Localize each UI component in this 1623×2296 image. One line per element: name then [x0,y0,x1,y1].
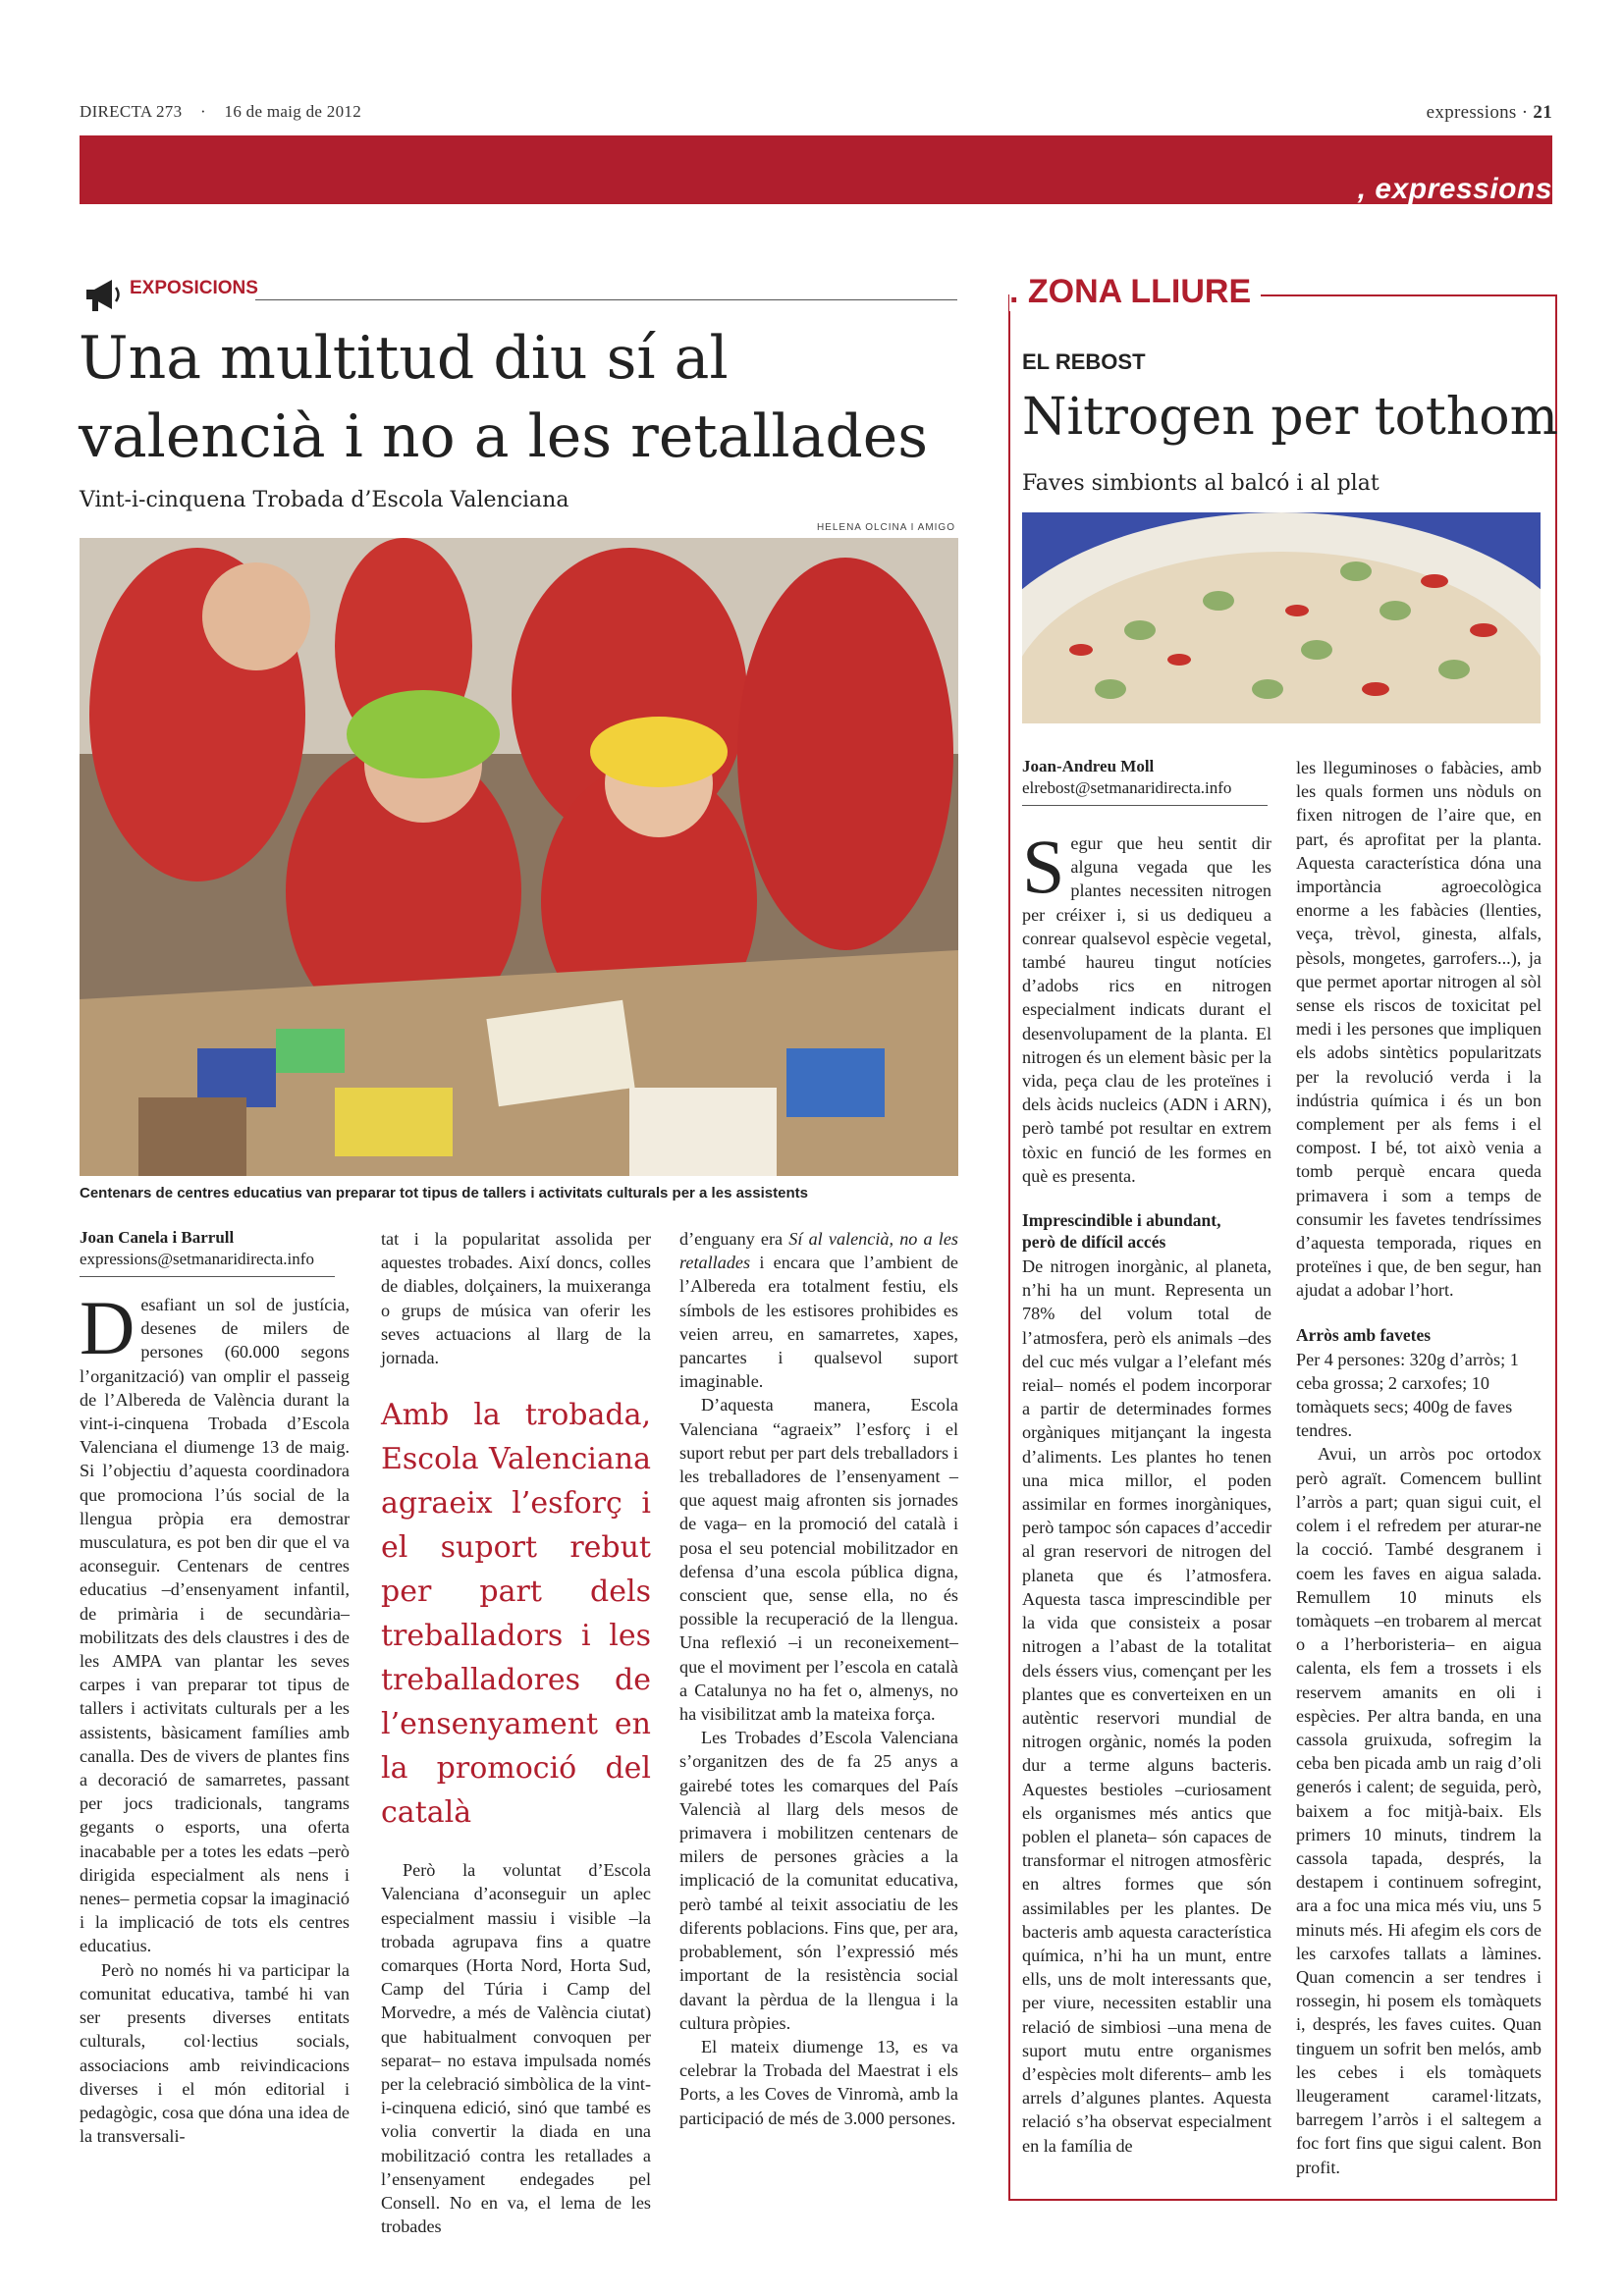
headline [79,319,962,476]
photo-caption: Centenars de centres educatius van preparar tot tipus de tallers i activitats culturals per a les assistents [80,1185,808,1201]
side-box-top-rule [1237,294,1555,296]
byline-rule [80,1276,335,1277]
header-separator: · [199,102,206,121]
header-separator-right: · [1521,102,1529,123]
side-subtitle: Faves simbionts al balcó i al plat [1022,471,1380,496]
section-page [1427,102,1552,124]
page-number: 21 [1533,102,1552,123]
side-subhead: Imprescindible i abundant, però de difícil accés [1022,1210,1221,1253]
side-category: EL REBOST [1022,349,1146,374]
headline-line1: Una multitud diu sí al [79,324,729,393]
paragraph: El mateix diumenge 13, es va celebrar la Trobada del Maestrat i els Ports, a les Coves de Vinromà, amb la participació de més de 3.000 persones. [679,2036,958,2128]
category-label: EXPOSICIONS [130,278,258,298]
pull-quote: Amb la trobada, Escola Valenciana agraeix l’esforç i el suport rebut per part dels treballadors i les treballadores de l’ensenyament en la promoció del català [381,1398,651,1831]
category-rule [255,299,957,300]
side-column-1 [1022,756,1271,2158]
paragraph: tat i la popularitat assolida per aquestes trobades. Així doncs, colles de diables, dolçainers, la muixeranga o grups de música van oferir les seves actuacions al llarg de la jornada. [381,1229,651,1368]
paragraph: Però no només hi va participar la comunitat educativa, també hi van ser presents diverses entitats culturals, col·lectius socials, associacions amb reivindicacions diverses i el món editorial i pedagògic, cosa que dóna una idea de la transversali- [80,1959,350,2147]
photo-credit: HELENA OLCINA I AMIGO [816,522,955,533]
author-byline [80,1227,350,1270]
subtitle: Vint-i-cinquena Trobada d’Escola Valenciana [80,488,569,512]
side-byline-rule [1022,805,1268,806]
side-headline: Nitrogen per tothom [1022,388,1558,447]
main-column-1 [80,1227,350,2148]
author-email: expressions@setmanaridirecta.info [80,1250,314,1268]
recipe-body: Avui, un arròs poc ortodox però agraït. Comencem bullint l’arròs a part; quan sigui cuit, el colem i el refredem per aturar-ne la cocció. També desgranem i coem les faves en aigua salada. Remullem 10 minuts els tomàquets –en trobarem al mercat o a l’herboristeria– en aigua calenta, els fem a trossets i els reservem amanits en oli i espècies. Per altra banda, en una cassola gruixuda, sofregim la ceba ben picada amb un raig d’oli generós i calent; de seguida, però, baixem a foc mitjà-baix. Els primers 10 minuts, tindrem la cassola tapada, després, la destapem i continuem sofregint, ara a foc una mica més viu, uns 5 minuts més. Hi afegim els cors de les carxofes tallats a làmines. Quan comencin a ser tendres i rossegin, hi posem els tomàquets i, després, les faves cuites. Quan tinguem un sofrit ben melós, amb les cebes i els tomàquets lleugerament caramel·litzats, barregem l’arròs i el saltegem a foc fort fins que sigui calent. Bon profit. [1296,1444,1542,2177]
paragraph: De nitrogen inorgànic, al planeta, n’hi ha un munt. Representa un 78% del volum total de l’atmosfera, però els animals –des del cuc més vulgar a l’elefant més reial– només el podem incorporar a partir de determinades formes orgàniques mitjançant la ingesta d’aliments. Les plantes ho tenen una mica millor, el poden assimilar en formes inorgàniques, però tampoc són capaces d’accedir al gran reservori de nitrogen del planeta que és l’atmosfera. Aquesta tasca imprescindible per la vida que consisteix a posar nitrogen a l’abast de la totalitat dels éssers vius, començant per les plantes que es converteixen en un autèntic reservori mundial de nitrogen orgànic, només la poden dur a terme alguns bacteris. Aquestes bestioles –curiosament els organismes més antics que poblen el planeta– són capaces de transformar el nitrogen atmosfèric en altres formes que són assimilables per les plantes. De bacteris amb aquesta característica química, n’hi ha un munt, entre ells, uns de molt interessants que, per viure, necessiten establir una relació de simbiosi –una mena de suport mutu entre organismes d’espècies molt diferents– amb les arrels d’algunes plantes. Aquesta relació s’ha observat especialment en la família de [1022,1256,1271,2156]
author-name: Joan Canela i Barrull [80,1228,235,1247]
main-photo [80,538,958,1176]
main-column-2 [381,1227,651,2238]
megaphone-icon [82,276,124,315]
headline-line2: valencià i no a les retallades [79,402,929,471]
drop-cap: D [80,1285,135,1370]
issue-date: 16 de maig de 2012 [224,102,361,121]
side-author-name: Joan-Andreu Moll [1022,757,1155,775]
section-banner [80,135,1552,204]
paragraph: d’enguany era Sí al valencià, no a les retallades i encara que l’ambient de l’Albereda era totalment festiu, els símbols de les estisores prohibides es veien arreu, en samarretes, xapes, pancartes i qualsevol suport imaginable. [679,1229,958,1392]
side-column-2 [1296,756,1542,2179]
zona-lliure-title: . ZONA LLIURE [1009,273,1261,311]
issue-number: DIRECTA 273 [80,102,183,121]
side-author-byline [1022,756,1271,799]
dish-photo [1022,512,1541,723]
issue-info [80,102,361,122]
side-author-email: elrebost@setmanaridirecta.info [1022,778,1232,797]
paragraph: les lleguminoses o fabàcies, amb les quals formen uns nòduls on fixen nitrogen de l’aire que, en part, és aprofitat per la planta. Aquesta característica dóna una importància agroecològica enorme a les fabàcies (llenties, veça, trèvol, ginesta, alfals, pèsols, mongetes, garrofers...), ja que permet aportar nitrogen al sòl sense els riscos de toxicitat pel medi i les persones que impliquen els adobs sintètics popularitzats per la revolució verda i la indústria química i és un bon complement per als fems i el compost. I bé, tot això venia a tomb perquè encara queda primavera i som a temps de consumir les favetes tendríssimes d’aquesta temporada, riques en proteïnes i que, de ben segur, han ajudat a adobar l’hort. [1296,758,1542,1301]
slogan: Sí al valencià, no a les retallades [679,1229,958,1273]
recipe-title: Arròs amb favetes [1296,1324,1432,1345]
paragraph: Però la voluntat d’Escola Valenciana d’aconseguir un aplec especialment massiu i visible –la trobada agrupava fins a quatre comarques (Horta Nord, Horta Sud, Camp del Túria i Camp del Morvedre, a més de València ciutat) que habitualment convoquen per separat– no estava impulsada només per la celebració simbòlica de la vint-i-cinquena edició, sinó que també es volia convertir la diada en una mobilització contra les retallades a l’ensenyament endegades pel Consell. No en va, el lema de les trobades [381,1860,651,2237]
section-tab: , expressions [1357,173,1552,205]
paragraph: D’aquesta manera, Escola Valenciana “agraeix” l’esforç i el suport rebut per part dels treballadors i les treballadores de l’ensenyament –que aquest maig afronten sis jornades de vaga– en la promoció del català i posa el seu potencial mobilitzador en defensa d’una escola pública digna, conscient que, sense ella, no és possible la recuperació de la llengua. Una reflexió –i un reconeixement– que el moviment per l’escola en català a Catalunya no ha fet o, almenys, no ha visibilitzat amb la mateixa força. [679,1395,958,1725]
paragraph: Desafiant un sol de justícia, desenes de milers de persones (60.000 segons l’organització) van omplir el passeig de l’Albereda de València durant la vint-i-cinquena Trobada d’Escola Valenciana el diumenge 13 de maig. Si l’objectiu d’aquesta coordinadora que promociona l’ús social de la llengua pròpia era demostrar musculatura, es pot ben dir que el va aconseguir. Centenars de centres educatius –d’ensenyament infantil, de primària i de secundària– mobilitzats des dels claustres i des de les AMPA van plantar les seves carpes i van preparar tot tipus de tallers i activitats culturals per a les assistents, bàsicament famílies amb canalla. Des de vivers de plantes fins a decoració de samarretes, passant per jocs tradicionals, tangrams gegants o esports, una oferta inacabable per a totes les edats –però dirigida especialment als nens i nenes– permetia copsar la imaginació i la implicació de tots els centres educatius. [80,1285,350,1956]
main-column-3 [679,1227,958,2130]
paragraph: Les Trobades d’Escola Valenciana s’organitzen des de fa 25 anys a gairebé totes les comarques del País Valencià al llarg dels mesos de primavera i mobilitzen centenars de milers de persones gràcies a la implicació de la comunitat educativa, però també al teixit associatiu de les diferents poblacions. Fins que, per ara, probablement, són l’expressió més important de la resistència social davant la pèrdua de la llengua i la cultura pròpies. [679,1728,958,2033]
section-name: expressions [1426,102,1517,123]
recipe-ingredients: Per 4 persones: 320g d’arròs; 1 ceba grossa; 2 carxofes; 10 tomàquets secs; 400g de faves tendres. [1296,1349,1519,1441]
paragraph: Segur que heu sentit dir alguna vegada que les plantes necessiten nitrogen per créixer i, si us dediqueu a conrear qualsevol espècie vegetal, també haureu tingut notícies d’adobs rics en nitrogen especialment indicats durant el desenvolupament de la planta. El nitrogen és un element bàsic per la vida, peça clau de les proteïnes i dels àcids nucleics (ADN i ARN), però també pot resultar en extrem tòxic en funció de les formes en què es presenta. [1022,824,1271,1186]
side-drop-cap: S [1022,824,1065,909]
